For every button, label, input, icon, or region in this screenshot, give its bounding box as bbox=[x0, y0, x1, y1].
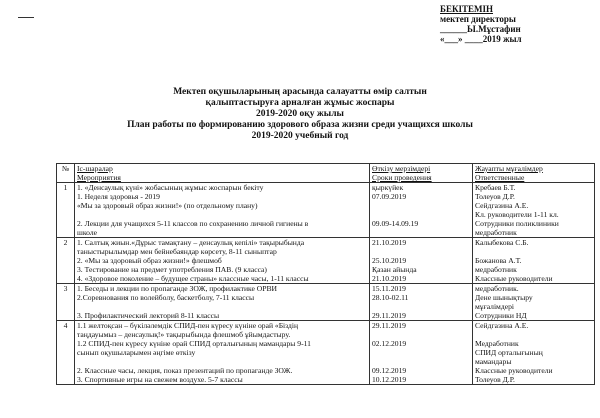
header-dates bbox=[370, 164, 473, 183]
events-line: 1. Беседы и лекции по пропаганде ЗОЖ, профилактике ОРВИ bbox=[77, 284, 278, 293]
dates-line bbox=[372, 228, 470, 237]
table-header-row bbox=[57, 164, 595, 183]
table-body bbox=[57, 183, 595, 385]
title-line-kz-1: Мектеп оқушыларының арасында салауатты өмір салтын bbox=[173, 87, 427, 97]
teachers-line: медработник bbox=[475, 228, 517, 237]
dates-line: Қазан айында bbox=[372, 265, 417, 274]
dates-line: 25.10.2019 bbox=[372, 256, 407, 265]
teachers-line: медработник bbox=[475, 265, 517, 274]
title-year-kz: 2019-2020 оқу жылы bbox=[256, 109, 344, 119]
dates-line: 21.10.2019 bbox=[372, 238, 407, 247]
teachers-line: Калыбекова С.Б. bbox=[475, 238, 529, 247]
approval-position: мектеп директоры bbox=[440, 14, 516, 24]
header-events-ru: Мероприятия bbox=[77, 173, 121, 182]
teachers-line: Сейдгазина А.Е. bbox=[475, 201, 529, 210]
teachers-line: Толеуов Д.Р. bbox=[475, 192, 515, 201]
teachers-line: Медработник bbox=[475, 339, 519, 348]
plan-table bbox=[56, 163, 595, 385]
title-year-ru: 2019-2020 учебный год bbox=[251, 131, 349, 141]
events-line: 3. Профилактический лекторий 8-11 классы bbox=[77, 311, 220, 320]
row-number: 3 bbox=[57, 284, 75, 321]
cell-events bbox=[75, 238, 370, 284]
events-line: 2.Соревнования по волейболу, баскетболу, 7-11 классы bbox=[77, 293, 255, 302]
dates-line bbox=[372, 330, 470, 339]
table-row bbox=[57, 284, 595, 321]
events-line: 1.1 желтоқсан – бүкіләлемдік СПИД-пен күресу күніне орай «Біздің bbox=[77, 321, 299, 330]
dates-line bbox=[372, 357, 470, 366]
events-line: школе bbox=[77, 228, 98, 237]
header-dates-kz: Өткізу мерзімдері bbox=[372, 164, 431, 173]
events-line: таныстырылымдар мен бейнебаяндар көрсету, 8-11 сыныптар bbox=[77, 247, 277, 256]
teachers-line: Толеуов Д.Р. bbox=[475, 375, 515, 384]
header-events-kz: Іс-шаралар bbox=[77, 164, 113, 173]
events-line: таңдауымыз – денсаулық!» тақырыбында флешмоб ұйымдастыру. bbox=[77, 330, 291, 339]
events-line bbox=[77, 210, 367, 219]
events-line: 3. Спортивные игры на свежем воздухе. 5-7 классы bbox=[77, 375, 243, 384]
teachers-line: Дене шынықтыру bbox=[475, 293, 533, 302]
cell-events bbox=[75, 183, 370, 238]
events-line: 2. Классные часы, лекция, показ презентаций по пропаганде ЗОЖ. bbox=[77, 366, 293, 375]
dates-line bbox=[372, 302, 470, 311]
teachers-line: СПИД орталығының bbox=[475, 348, 543, 357]
dates-line bbox=[372, 201, 470, 210]
events-line bbox=[77, 302, 367, 311]
events-line bbox=[77, 357, 367, 366]
dates-line: 02.12.2019 bbox=[372, 339, 407, 348]
cell-events bbox=[75, 284, 370, 321]
cell-teachers bbox=[473, 238, 595, 284]
dates-line: 21.10.2019 bbox=[372, 274, 407, 283]
dates-line: 09.12.2019 bbox=[372, 366, 407, 375]
teachers-line bbox=[475, 330, 592, 339]
title-line-ru: План работы по формированию здорового образа жизни среди учащихся школы bbox=[127, 120, 473, 130]
events-line: 3. Тестирование на предмет употребления ПАВ. (9 класса) bbox=[77, 265, 267, 274]
dates-line: 15.11.2019 bbox=[372, 284, 406, 293]
teachers-line bbox=[475, 247, 592, 256]
dates-line: қыркүйек bbox=[372, 183, 404, 192]
teachers-line: Сотрудники НД bbox=[475, 311, 527, 320]
teachers-line: Божанова А.Т. bbox=[475, 256, 522, 265]
row-number: 1 bbox=[57, 183, 75, 238]
events-line: «Мы за здоровый образ жизни!» (по отдельному плану) bbox=[77, 201, 258, 210]
cell-events bbox=[75, 321, 370, 385]
title-line-kz-2: қалыптастыруға арналған жұмыс жоспары bbox=[205, 98, 395, 108]
cell-teachers bbox=[473, 321, 595, 385]
table-row bbox=[57, 183, 595, 238]
events-line: 2. Лекции для учащихся 5-11 классов по сохранению личной гигиены в bbox=[77, 219, 309, 228]
events-line: 1. Неделя здоровья - 2019 bbox=[77, 192, 160, 201]
cell-teachers bbox=[473, 284, 595, 321]
dates-line: 10.12.2019 bbox=[372, 375, 407, 384]
approval-signature: ______Ы.Мұстафин bbox=[440, 24, 521, 34]
dates-line bbox=[372, 348, 470, 357]
dates-line bbox=[372, 247, 470, 256]
teachers-line: мұғалімдері bbox=[475, 302, 514, 311]
dates-line bbox=[372, 210, 470, 219]
teachers-line: Кребаев Б.Т. bbox=[475, 183, 516, 192]
header-number: № bbox=[57, 164, 75, 183]
document-title bbox=[0, 87, 600, 142]
events-line: 2. «Мы за здоровый образ жизни!» флешмоб bbox=[77, 256, 222, 265]
events-line: 1. Салтық жиын.«Дұрыс тамақтану – денсаулық кепілі» тақырыбында bbox=[77, 238, 305, 247]
table-row bbox=[57, 321, 595, 385]
dates-line: 09.09-14.09.19 bbox=[372, 219, 419, 228]
events-line: 1.2 СПИД-пен күресу күніне орай СПИД орталығының мамандары 9-11 bbox=[77, 339, 311, 348]
approval-date: «___» ____2019 жыл bbox=[440, 34, 522, 44]
header-teachers-kz: Жауапты мұғалімдер bbox=[475, 164, 543, 173]
cell-dates bbox=[370, 238, 473, 284]
header-dates-ru: Сроки проведения bbox=[372, 173, 432, 182]
events-line: 4. «Здоровое поколение – будущее страны» классные часы, 1-11 классы bbox=[77, 274, 309, 283]
cell-dates bbox=[370, 183, 473, 238]
cell-dates bbox=[370, 321, 473, 385]
teachers-line: мамандары bbox=[475, 357, 512, 366]
teachers-line: Кл. руководители 1-11 кл. bbox=[475, 210, 559, 219]
cell-teachers bbox=[473, 183, 595, 238]
header-teachers-ru: Ответственные bbox=[475, 173, 525, 182]
events-line: сынып оқушыларымен әңгіме өткізу bbox=[77, 348, 196, 357]
approval-heading: БЕКІТЕМІН bbox=[440, 4, 493, 14]
header-events bbox=[75, 164, 370, 183]
teachers-line: Сотрудники поликлиники bbox=[475, 219, 559, 228]
table-row bbox=[57, 238, 595, 284]
dates-line: 29.11.2019 bbox=[372, 321, 406, 330]
dates-line: 29.11.2019 bbox=[372, 311, 406, 320]
teachers-line: медработник. bbox=[475, 284, 519, 293]
events-line: 1. «Денсаулық күні» жобасының жұмыс жоспарын бекіту bbox=[77, 183, 264, 192]
approval-stamp bbox=[440, 4, 598, 44]
teachers-line: Сейдгазина А.Е. bbox=[475, 321, 529, 330]
corner-mark bbox=[18, 17, 34, 18]
row-number: 4 bbox=[57, 321, 75, 385]
teachers-line: Классные руководители bbox=[475, 274, 553, 283]
row-number: 2 bbox=[57, 238, 75, 284]
dates-line: 28.10-02.11 bbox=[372, 293, 409, 302]
teachers-line: Классные руководители bbox=[475, 366, 553, 375]
header-teachers bbox=[473, 164, 595, 183]
cell-dates bbox=[370, 284, 473, 321]
dates-line: 07.09.2019 bbox=[372, 192, 407, 201]
